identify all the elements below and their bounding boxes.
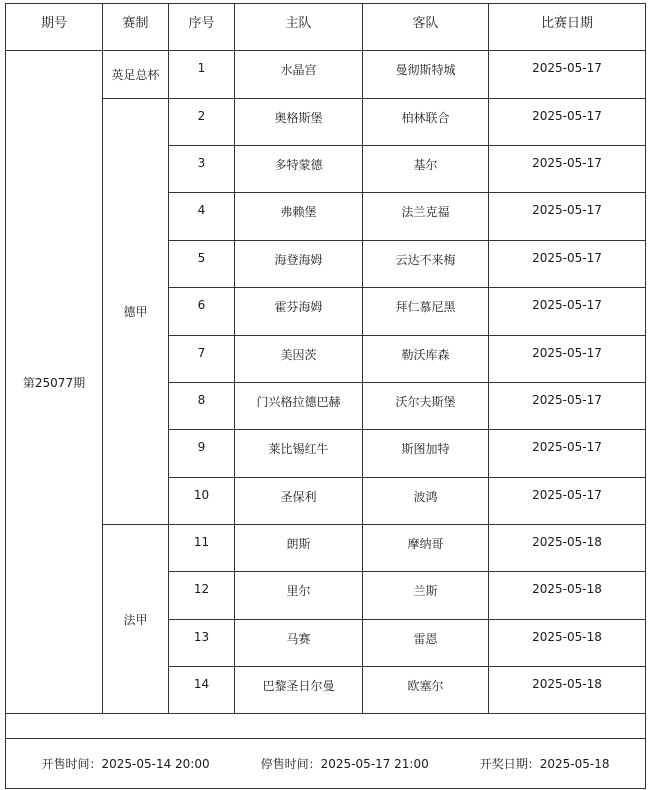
footer-cell: [6, 738, 646, 788]
away-team-cell: 斯图加特: [363, 430, 489, 477]
date-cell: 2025-05-17: [489, 240, 646, 287]
away-team-cell: 柏林联合: [363, 98, 489, 145]
date-cell: 2025-05-17: [489, 51, 646, 98]
home-team-cell: 朗斯: [235, 524, 363, 571]
fixtures-table: [5, 3, 646, 789]
home-team-cell: 水晶宫: [235, 51, 363, 98]
league-cell-efl: 英足总杯: [103, 51, 169, 98]
date-cell: 2025-05-17: [489, 382, 646, 429]
header-home: 主队: [235, 4, 363, 51]
home-team-cell: 里尔: [235, 572, 363, 619]
seq-cell: 3: [169, 146, 235, 193]
date-cell: 2025-05-17: [489, 288, 646, 335]
date-cell: 2025-05-18: [489, 524, 646, 571]
away-team-cell: 勒沃库森: [363, 335, 489, 382]
header-league: 赛制: [103, 4, 169, 51]
away-team-cell: 拜仁慕尼黑: [363, 288, 489, 335]
date-cell: 2025-05-17: [489, 477, 646, 524]
date-cell: 2025-05-18: [489, 619, 646, 666]
seq-cell: 1: [169, 51, 235, 98]
away-team-cell: 波鸿: [363, 477, 489, 524]
league-cell-ligue1: 法甲: [103, 524, 169, 713]
seq-cell: 6: [169, 288, 235, 335]
seq-cell: 2: [169, 98, 235, 145]
header-seq: 序号: [169, 4, 235, 51]
seq-cell: 9: [169, 430, 235, 477]
home-team-cell: 美因茨: [235, 335, 363, 382]
away-team-cell: 云达不来梅: [363, 240, 489, 287]
away-team-cell: 法兰克福: [363, 193, 489, 240]
seq-cell: 11: [169, 524, 235, 571]
league-cell-bundesliga: 德甲: [103, 98, 169, 524]
date-cell: 2025-05-18: [489, 667, 646, 714]
seq-cell: 7: [169, 335, 235, 382]
home-team-cell: 海登海姆: [235, 240, 363, 287]
header-away: 客队: [363, 4, 489, 51]
sale-stop-time: 停售时间：2025-05-17 21:00: [260, 756, 429, 771]
date-cell: 2025-05-17: [489, 430, 646, 477]
home-team-cell: 巴黎圣日尔曼: [235, 667, 363, 714]
away-team-cell: 雷恩: [363, 619, 489, 666]
seq-cell: 14: [169, 667, 235, 714]
header-period: 期号: [6, 4, 103, 51]
away-team-cell: 兰斯: [363, 572, 489, 619]
home-team-cell: 莱比锡红牛: [235, 430, 363, 477]
table-header-row: [6, 4, 646, 51]
date-cell: 2025-05-18: [489, 572, 646, 619]
away-team-cell: 摩纳哥: [363, 524, 489, 571]
date-cell: 2025-05-17: [489, 335, 646, 382]
seq-cell: 10: [169, 477, 235, 524]
home-team-cell: 霍芬海姆: [235, 288, 363, 335]
period-cell: 第25077期: [6, 51, 103, 714]
seq-cell: 8: [169, 382, 235, 429]
home-team-cell: 奥格斯堡: [235, 98, 363, 145]
away-team-cell: 基尔: [363, 146, 489, 193]
seq-cell: 5: [169, 240, 235, 287]
header-date: 比赛日期: [489, 4, 646, 51]
footer-row: [6, 738, 646, 788]
seq-cell: 13: [169, 619, 235, 666]
home-team-cell: 圣保利: [235, 477, 363, 524]
seq-cell: 4: [169, 193, 235, 240]
spacer-cell: [6, 714, 646, 738]
date-cell: 2025-05-17: [489, 146, 646, 193]
home-team-cell: 弗赖堡: [235, 193, 363, 240]
table-row: [6, 51, 646, 98]
spacer-row: [6, 714, 646, 738]
home-team-cell: 马赛: [235, 619, 363, 666]
away-team-cell: 沃尔夫斯堡: [363, 382, 489, 429]
away-team-cell: 曼彻斯特城: [363, 51, 489, 98]
seq-cell: 12: [169, 572, 235, 619]
home-team-cell: 多特蒙德: [235, 146, 363, 193]
draw-date: 开奖日期：2025-05-18: [479, 756, 610, 771]
date-cell: 2025-05-17: [489, 193, 646, 240]
home-team-cell: 门兴格拉德巴赫: [235, 382, 363, 429]
date-cell: 2025-05-17: [489, 98, 646, 145]
sale-start-time: 开售时间：2025-05-14 20:00: [41, 756, 210, 771]
away-team-cell: 欧塞尔: [363, 667, 489, 714]
